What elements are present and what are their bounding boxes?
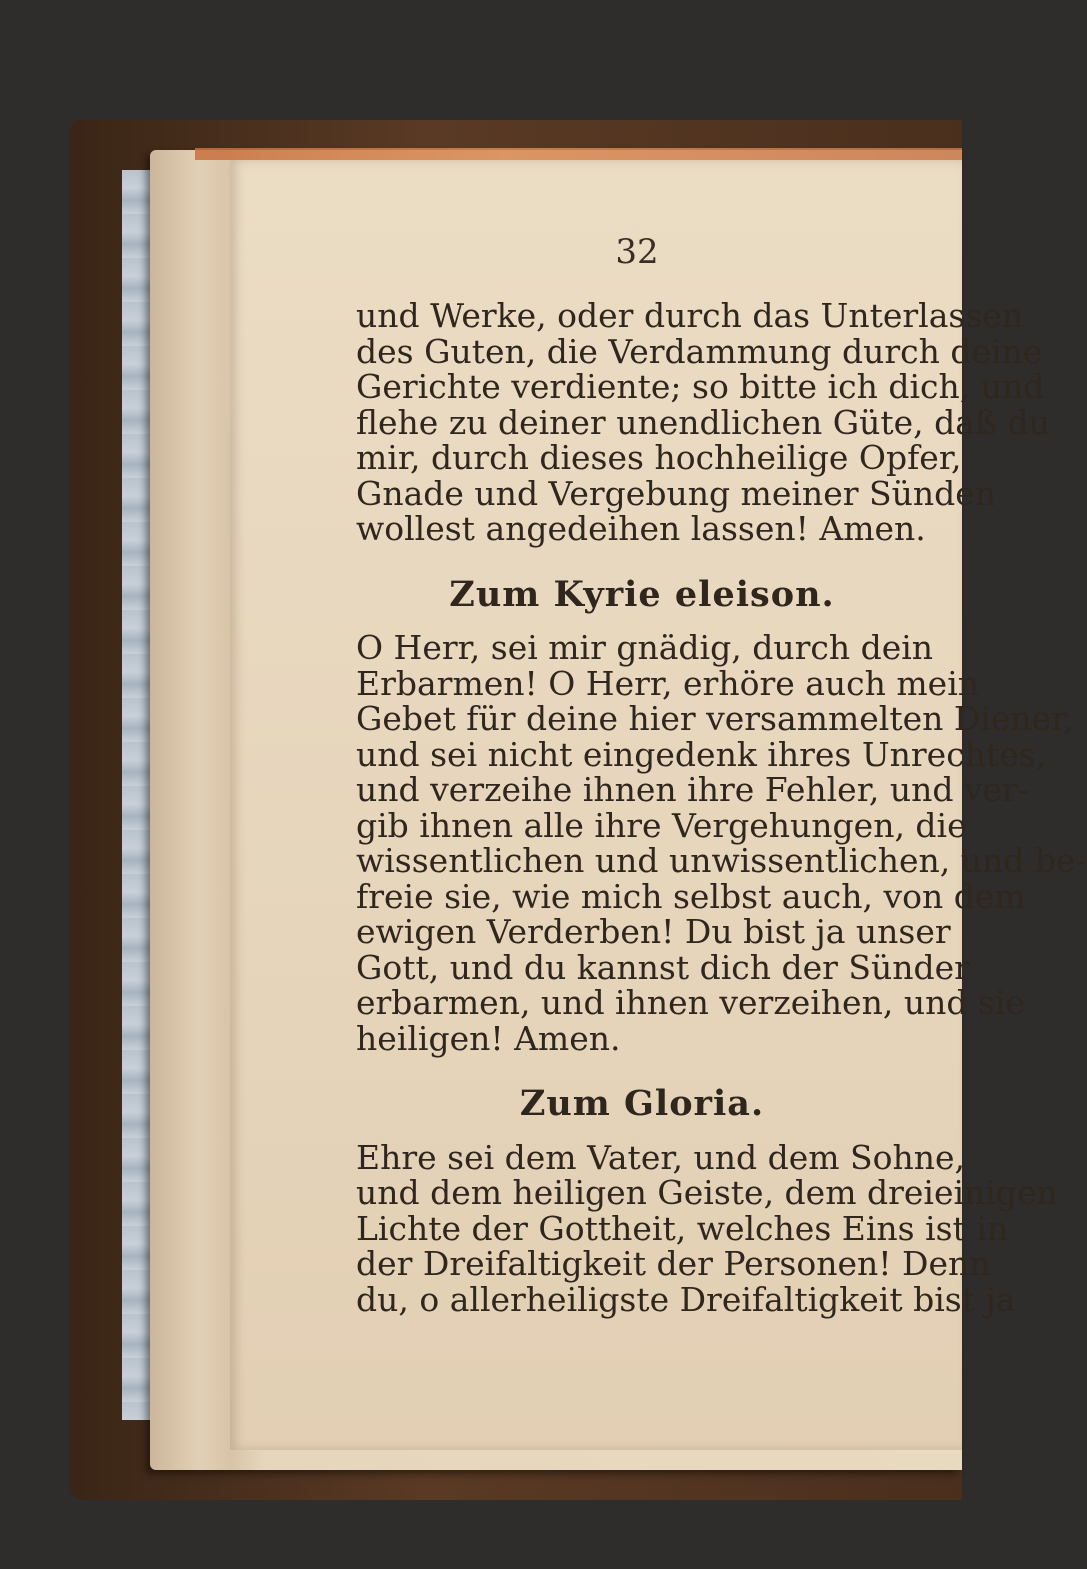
- text-line: Gebet für deine hier versammelten Diener,: [356, 699, 1074, 738]
- page-number: 32: [615, 232, 659, 272]
- text-line: ewigen Verderben! Du bist ja unser: [356, 912, 951, 951]
- paragraph-2: [356, 628, 1087, 1058]
- paragraph-1: [356, 296, 1050, 548]
- text-line: du, o allerheiligste Dreifaltigkeit bist ja: [356, 1279, 1016, 1319]
- page-edge-red: [195, 148, 962, 160]
- text-line: und Werke, oder durch das Unterlassen: [356, 296, 1024, 335]
- text-line: erbarmen, und ihnen verzeihen, und sie: [356, 983, 1025, 1022]
- heading-gloria: Zum Gloria.: [519, 1083, 765, 1124]
- text-line: der Dreifaltigkeit der Personen! Denn: [356, 1244, 991, 1283]
- text-line: O Herr, sei mir gnädig, durch dein: [356, 628, 934, 667]
- text-line: heiligen! Amen.: [356, 1018, 621, 1058]
- text-line: Gott, und du kannst dich der Sünder: [356, 947, 970, 987]
- text-line: und dem heiligen Geiste, dem dreieinigen: [356, 1173, 1058, 1212]
- text-line: des Guten, die Verdammung durch deine: [356, 331, 1043, 371]
- text-line: gib ihnen alle ihre Vergehungen, die: [356, 805, 967, 845]
- text-line: Lichte der Gottheit, welches Eins ist in: [356, 1208, 1009, 1248]
- text-line: wissentlichen und unwissentlichen, und be-: [356, 841, 1087, 880]
- paragraph-3: [356, 1137, 1058, 1319]
- text-line: Erbarmen! O Herr, erhöre auch mein: [356, 663, 980, 703]
- text-line: freie sie, wie mich selbst auch, von dem: [356, 876, 1026, 916]
- text-line: Gnade und Vergebung meiner Sünden: [356, 473, 997, 513]
- text-line: wollest angedeihen lassen! Amen.: [356, 509, 926, 548]
- text-line: flehe zu deiner unendlichen Güte, daß du: [356, 402, 1050, 442]
- text-line: Ehre sei dem Vater, und dem Sohne,: [356, 1137, 966, 1177]
- text-line: mir, durch dieses hochheilige Opfer,: [356, 438, 962, 477]
- heading-kyrie: Zum Kyrie eleison.: [449, 573, 835, 615]
- text-line: und verzeihe ihnen ihre Fehler, und ver-: [356, 770, 1030, 809]
- page-text: [356, 296, 1087, 1319]
- text-line: Gerichte verdiente; so bitte ich dich, und: [356, 367, 1045, 406]
- text-line: und sei nicht eingedenk ihres Unrechtes,: [356, 734, 1047, 774]
